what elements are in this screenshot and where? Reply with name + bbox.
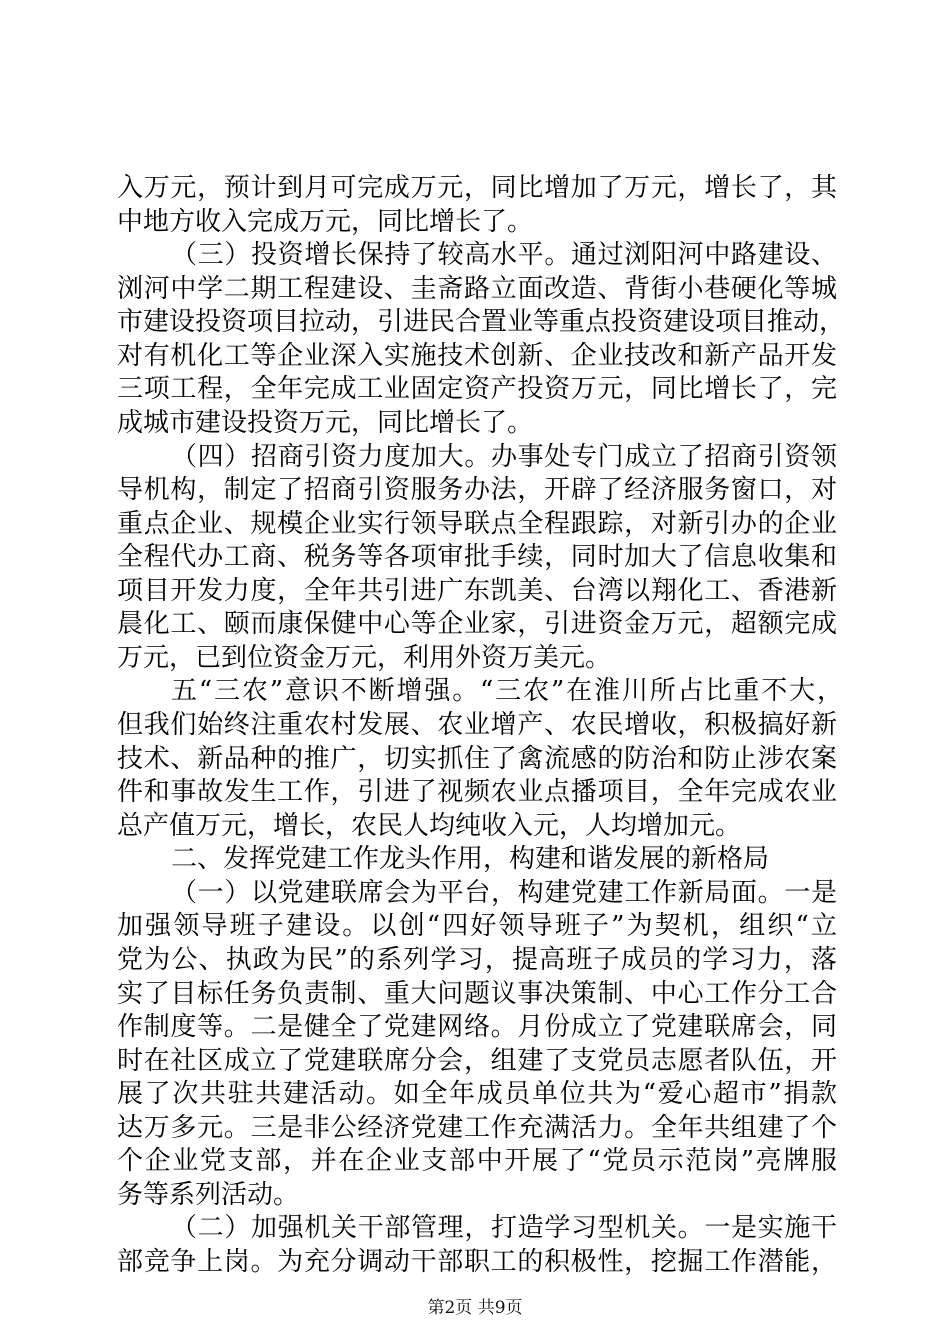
text-line: 对有机化工等企业深入实施技术创新、企业技改和新产品开发 [117,341,837,371]
text-line: 中地方收入完成万元，同比增长了。 [117,207,534,237]
text-line: 技术、新品种的推广，切实抓住了禽流感的防治和防止涉农案 [117,744,837,774]
text-line: 务等系列活动。 [117,1180,300,1210]
page-number: 第2页 共9页 [427,1298,523,1318]
text-line: 五“三农”意识不断增强。“三农”在淮川所占比重不大， [171,676,843,706]
text-line: 展了次共驻共建活动。如全年成员单位共为“爱心超市”捐款 [117,1079,837,1109]
text-line: 达万多元。三是非公经济党建工作充满活力。全年共组建了个 [117,1113,837,1143]
text-line: 浏河中学二期工程建设、圭斋路立面改造、背街小巷硬化等城 [117,274,837,304]
text-line: （三）投资增长保持了较高水平。通过浏阳河中路建设、 [171,240,837,270]
text-line: 加强领导班子建设。以创“四好领导班子”为契机，组织“立 [117,911,837,941]
text-line: 项目开发力度，全年共引进广东凯美、台湾以翔化工、香港新 [117,576,837,606]
text-line: （四）招商引资力度加大。办事处专门成立了招商引资领 [171,442,837,472]
text-line: 但我们始终注重农村发展、农业增产、农民增收，积极搞好新 [117,710,837,740]
text-line: 成城市建设投资万元，同比增长了。 [117,408,534,438]
text-line: 万元，已到位资金万元，利用外资万美元。 [117,643,612,673]
text-line: 部竞争上岗。为充分调动干部职工的积极性，挖掘工作潜能， [117,1247,837,1277]
text-line: （二）加强机关干部管理，打造学习型机关。一是实施干 [171,1213,837,1243]
section-heading: 二、发挥党建工作龙头作用，构建和谐发展的新格局 [171,844,770,874]
text-line: 晨化工、颐而康保健中心等企业家，引进资金万元，超额完成 [117,609,837,639]
text-line: 入万元，预计到月可完成万元，同比增加了万元，增长了，其 [117,173,837,203]
text-line: 作制度等。二是健全了党建网络。月份成立了党建联席会，同 [117,1012,837,1042]
text-line: 三项工程，全年完成工业固定资产投资万元，同比增长了，完 [117,374,837,404]
text-line: （一）以党建联席会为平台，构建党建工作新局面。一是 [171,878,837,908]
text-line: 时在社区成立了党建联席分会，组建了支党员志愿者队伍，开 [117,1046,837,1076]
text-line: 市建设投资项目拉动，引进民合置业等重点投资建设项目推动， [117,307,846,337]
text-line: 党为公、执政为民”的系列学习，提高班子成员的学习力，落 [117,945,837,975]
text-line: 导机构，制定了招商引资服务办法，开辟了经济服务窗口，对 [117,475,837,505]
text-line: 个企业党支部，并在企业支部中开展了“党员示范岗”亮牌服 [117,1146,837,1176]
text-line: 总产值万元，增长，农民人均纯收入元，人均增加元。 [117,811,742,841]
text-line: 实了目标任务负责制、重大问题议事决策制、中心工作分工合 [117,979,837,1009]
text-line: 件和事故发生工作，引进了视频农业点播项目，全年完成农业 [117,777,837,807]
text-line: 重点企业、规模企业实行领导联点全程跟踪，对新引办的企业 [117,509,837,539]
text-line: 全程代办工商、税务等各项审批手续，同时加大了信息收集和 [117,542,837,572]
